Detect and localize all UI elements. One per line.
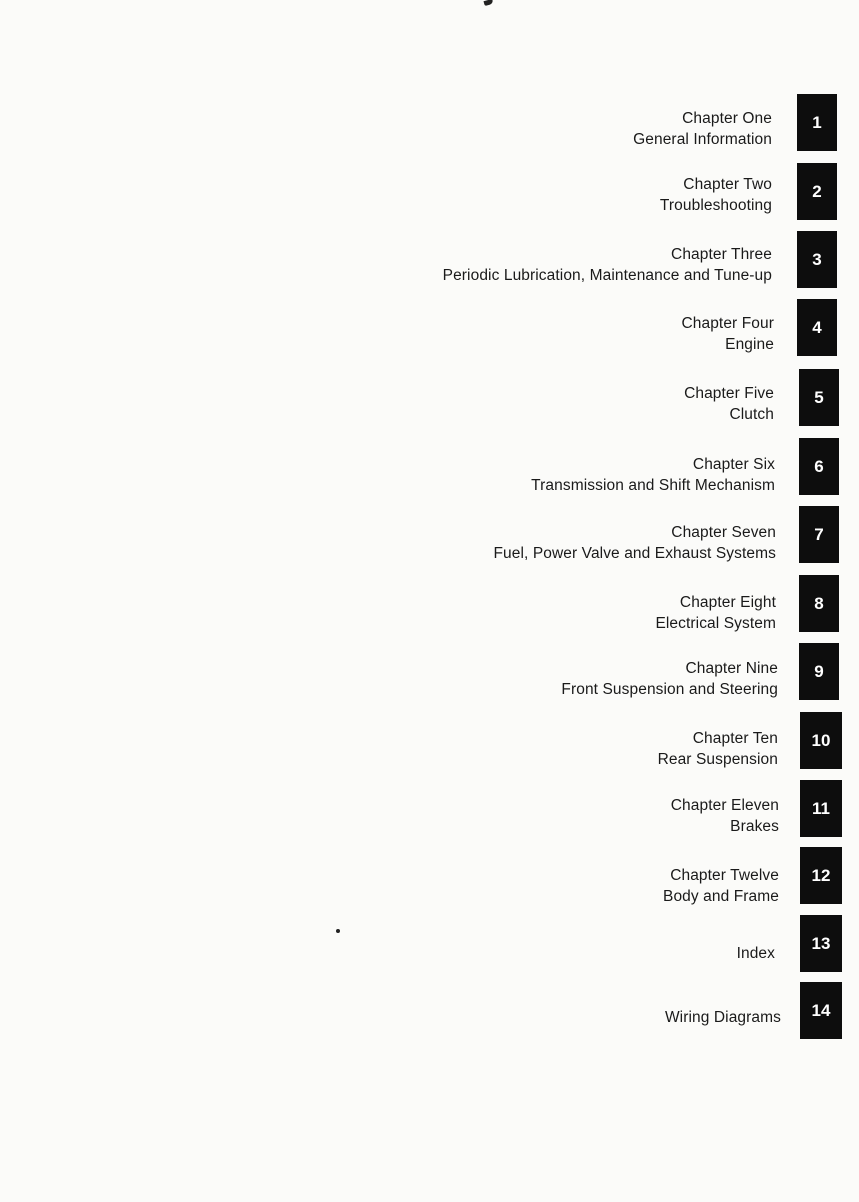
toc-entry-title[interactable] [660,175,772,216]
chapter-number-label: Index [736,945,775,962]
toc-entry-title[interactable] [663,866,779,907]
chapter-title: Brakes [730,817,779,835]
chapter-number-label: Chapter Eleven [670,797,779,814]
chapter-number-label: Chapter Nine [685,660,778,677]
chapter-tab[interactable]: 9 [799,643,839,700]
chapter-title: Engine [725,335,774,353]
toc-entry-title[interactable] [443,245,772,286]
toc-entry-title[interactable] [655,593,776,634]
toc-entry-title[interactable] [561,659,778,700]
toc-entry-title[interactable] [684,384,774,425]
chapter-tab[interactable]: 4 [797,299,837,356]
chapter-title: Rear Suspension [657,750,778,768]
chapter-number-label: Wiring Diagrams [664,1009,781,1026]
chapter-tab[interactable]: 8 [799,575,839,632]
chapter-number-label: Chapter Five [684,385,774,402]
toc-entry-title[interactable] [681,314,774,355]
chapter-tab[interactable]: 14 [800,982,842,1039]
toc-entry-title[interactable] [737,944,775,965]
toc-entry-title[interactable] [658,729,778,770]
chapter-number-label: Chapter One [682,110,772,127]
toc-entry-title[interactable] [633,109,772,150]
chapter-tab[interactable]: 7 [799,506,839,563]
chapter-number-label: Chapter Six [692,456,775,473]
chapter-number-label: Chapter Four [681,315,774,332]
chapter-tab[interactable]: 10 [800,712,842,769]
toc-entry-title[interactable] [671,796,779,837]
chapter-title: General Information [633,130,772,148]
chapter-number-label: Chapter Eight [679,594,776,611]
chapter-number-label: Chapter Three [671,246,772,263]
chapter-title: Body and Frame [663,887,779,905]
chapter-tab[interactable]: 6 [799,438,839,495]
chapter-tab[interactable]: 12 [800,847,842,904]
toc-entry-title[interactable] [531,455,775,496]
chapter-title: Periodic Lubrication, Maintenance and Tune-up [442,266,772,284]
chapter-tab[interactable]: 3 [797,231,837,288]
chapter-title: Clutch [729,405,774,423]
chapter-number-label: Chapter Seven [671,524,776,541]
chapter-title: Fuel, Power Valve and Exhaust Systems [493,544,776,562]
chapter-tab[interactable]: 5 [799,369,839,426]
chapter-title: Troubleshooting [659,196,772,214]
toc-entry-title[interactable] [665,1008,781,1029]
chapter-tab[interactable]: 11 [800,780,842,837]
chapter-number-label: Chapter Two [683,176,772,193]
chapter-title: Electrical System [655,614,776,632]
chapter-title: Transmission and Shift Mechanism [531,476,775,494]
chapter-tab[interactable]: 1 [797,94,837,151]
chapter-number-label: Chapter Twelve [670,867,779,884]
chapter-number-label: Chapter Ten [692,730,778,747]
chapter-title: Front Suspension and Steering [561,680,778,698]
toc-entry-title[interactable] [493,523,776,564]
chapter-tab[interactable]: 2 [797,163,837,220]
chapter-tab[interactable]: 13 [800,915,842,972]
